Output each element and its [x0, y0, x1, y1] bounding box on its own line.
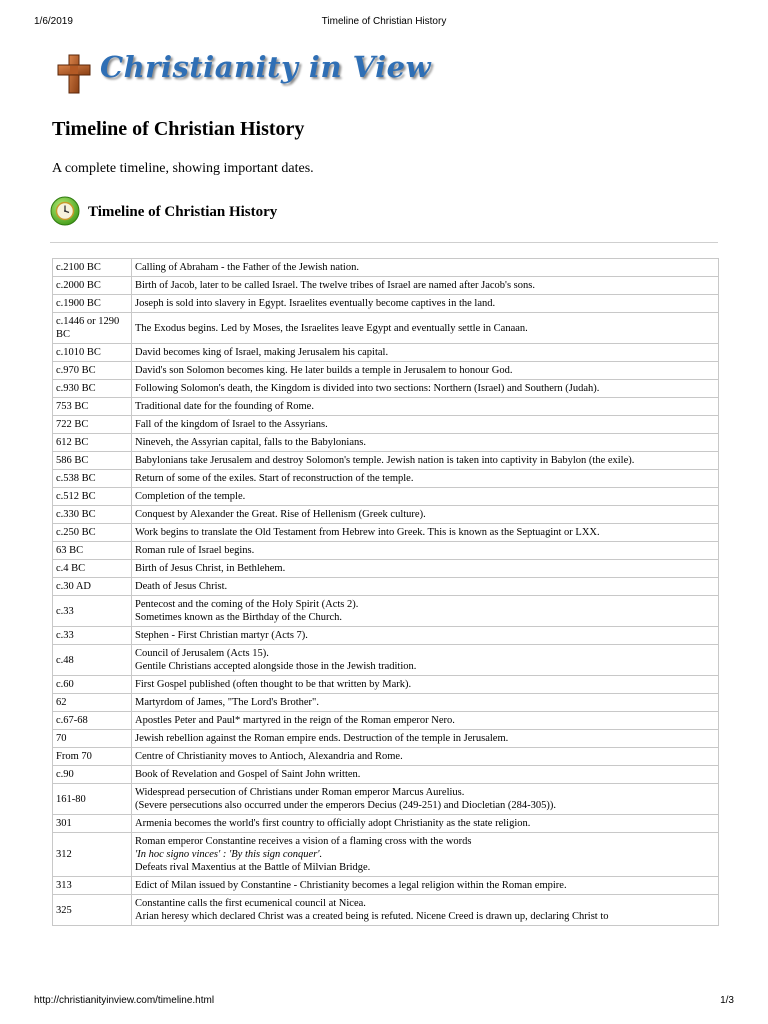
timeline-date: 301 [53, 815, 132, 833]
timeline-row [53, 730, 719, 748]
timeline-row [53, 542, 719, 560]
timeline-event-line: The Exodus begins. Led by Moses, the Israelites leave Egypt and eventually settle in Canaan. [135, 322, 528, 334]
timeline-event [132, 434, 719, 452]
timeline-row [53, 398, 719, 416]
timeline-event-line: (Severe persecutions also occurred under the emperors Decius (249-251) and Diocletian (284-305)). [135, 800, 557, 811]
timeline-row [53, 560, 719, 578]
timeline-event [132, 560, 719, 578]
timeline-row [53, 766, 719, 784]
timeline-event-line: Return of some of the exiles. Start of reconstruction of the temple. [135, 473, 414, 484]
timeline-event-line: Following Solomon's death, the Kingdom is divided into two sections: Northern (Israel) and Southern (Judah). [135, 383, 600, 394]
timeline-event [132, 596, 719, 627]
timeline-row [53, 524, 719, 542]
timeline-event-line: Pentecost and the coming of the Holy Spirit (Acts 2). [135, 599, 359, 610]
timeline-event-line: Birth of Jesus Christ, in Bethlehem. [135, 563, 286, 574]
timeline-row [53, 596, 719, 627]
timeline-event-line: Completion of the temple. [135, 491, 246, 502]
clock-icon [50, 196, 80, 226]
timeline-row [53, 295, 719, 313]
timeline-event [132, 815, 719, 833]
timeline-row [53, 380, 719, 398]
timeline-event-line: Joseph is sold into slavery in Egypt. Israelites eventually become captives in the land. [135, 298, 496, 309]
timeline-row [53, 833, 719, 877]
timeline-date: 63 BC [53, 542, 132, 560]
timeline-row [53, 748, 719, 766]
timeline-row [53, 578, 719, 596]
timeline-date: c.48 [53, 645, 132, 676]
timeline-date: 325 [53, 895, 132, 926]
timeline-event [132, 730, 719, 748]
timeline-event [132, 712, 719, 730]
timeline-date: c.60 [53, 676, 132, 694]
timeline-date: c.2000 BC [53, 277, 132, 295]
timeline-event-line: Widespread persecution of Christians under Roman emperor Marcus Aurelius. [135, 787, 465, 798]
timeline-date: c.330 BC [53, 506, 132, 524]
timeline-date: 312 [53, 833, 132, 877]
timeline-event [132, 694, 719, 712]
timeline-row [53, 434, 719, 452]
timeline-date: 753 BC [53, 398, 132, 416]
timeline-event [132, 524, 719, 542]
timeline-event-line: Defeats rival Maxentius at the Battle of Milvian Bridge. [135, 862, 371, 873]
page-subtitle: A complete timeline, showing important dates. [52, 161, 314, 176]
timeline-row [53, 712, 719, 730]
timeline-event [132, 452, 719, 470]
timeline-event [132, 833, 719, 877]
timeline-row [53, 452, 719, 470]
timeline-row [53, 416, 719, 434]
timeline-date: c.67-68 [53, 712, 132, 730]
timeline-event [132, 277, 719, 295]
timeline-event-line: Work begins to translate the Old Testament from Hebrew into Greek. This is known as the Septuagint or LXX. [135, 527, 600, 538]
timeline-row [53, 645, 719, 676]
timeline-event [132, 766, 719, 784]
timeline-row [53, 259, 719, 277]
timeline-event-line: David becomes king of Israel, making Jerusalem his capital. [135, 347, 389, 358]
timeline-event [132, 784, 719, 815]
timeline-date: c.1446 or 1290 BC [53, 313, 132, 344]
timeline-event [132, 362, 719, 380]
print-title: Timeline of Christian History [321, 16, 447, 27]
timeline-event [132, 542, 719, 560]
timeline-event [132, 627, 719, 645]
timeline-event-line: Conquest by Alexander the Great. Rise of Hellenism (Greek culture). [135, 509, 426, 520]
logo-text: Christianity in View [100, 50, 432, 84]
timeline-event-line: 'In hoc signo vinces' : 'By this sign conquer'. [135, 849, 323, 860]
timeline-event [132, 488, 719, 506]
timeline-event-line: Roman rule of Israel begins. [135, 545, 255, 556]
timeline-event [132, 470, 719, 488]
timeline-date: c.1010 BC [53, 344, 132, 362]
timeline-event-line: Jewish rebellion against the Roman empire ends. Destruction of the temple in Jerusalem. [135, 733, 509, 744]
print-url: http://christianityinview.com/timeline.html [34, 995, 215, 1006]
timeline-event-line: Calling of Abraham - the Father of the Jewish nation. [135, 262, 359, 273]
timeline-event [132, 506, 719, 524]
timeline-row [53, 362, 719, 380]
print-date: 1/6/2019 [34, 16, 73, 27]
timeline-event [132, 380, 719, 398]
timeline-event-line: Martyrdom of James, "The Lord's Brother". [135, 697, 319, 708]
timeline-row [53, 277, 719, 295]
timeline-event-line: First Gospel published (often thought to be that written by Mark). [135, 679, 412, 690]
timeline-date: c.4 BC [53, 560, 132, 578]
timeline-event [132, 416, 719, 434]
timeline-event-line: Arian heresy which declared Christ was a created being is refuted. Nicene Creed is drawn up, declaring Christ to [135, 911, 609, 922]
timeline-date: 612 BC [53, 434, 132, 452]
section-divider [50, 242, 718, 243]
timeline-event-line: Apostles Peter and Paul* martyred in the reign of the Roman emperor Nero. [135, 715, 455, 726]
timeline-row [53, 627, 719, 645]
timeline-date: c.970 BC [53, 362, 132, 380]
cross-icon [56, 54, 92, 94]
timeline-row [53, 815, 719, 833]
timeline-event-line: Nineveh, the Assyrian capital, falls to the Babylonians. [135, 437, 366, 448]
timeline-row [53, 895, 719, 926]
timeline-row [53, 694, 719, 712]
timeline-event-line: Babylonians take Jerusalem and destroy Solomon's temple. Jewish nation is taken into captivity in Babylon (the exile). [135, 455, 635, 466]
timeline-event [132, 344, 719, 362]
timeline-date: 62 [53, 694, 132, 712]
timeline-event [132, 748, 719, 766]
timeline-event-line: Roman emperor Constantine receives a vision of a flaming cross with the words [135, 836, 472, 847]
timeline-event-line: Fall of the kingdom of Israel to the Assyrians. [135, 419, 328, 430]
timeline-event [132, 398, 719, 416]
timeline-event-line: Death of Jesus Christ. [135, 581, 228, 592]
timeline-date: 70 [53, 730, 132, 748]
timeline-date: c.250 BC [53, 524, 132, 542]
timeline-row [53, 676, 719, 694]
timeline-event [132, 578, 719, 596]
timeline-event-line: Traditional date for the founding of Rome. [135, 401, 314, 412]
timeline-event-line: Armenia becomes the world's first country to officially adopt Christianity as the state religion. [135, 818, 531, 829]
timeline-date: 313 [53, 877, 132, 895]
timeline-date: c.90 [53, 766, 132, 784]
timeline-event-line: David's son Solomon becomes king. He later builds a temple in Jerusalem to honour God. [135, 365, 513, 376]
timeline-date: 161-80 [53, 784, 132, 815]
timeline-date: c.2100 BC [53, 259, 132, 277]
timeline-date: c.33 [53, 627, 132, 645]
timeline-date: c.538 BC [53, 470, 132, 488]
timeline-date: c.930 BC [53, 380, 132, 398]
timeline-date: c.30 AD [53, 578, 132, 596]
timeline-row [53, 506, 719, 524]
timeline-row [53, 344, 719, 362]
timeline-date: c.1900 BC [53, 295, 132, 313]
timeline-event [132, 877, 719, 895]
timeline-row [53, 877, 719, 895]
timeline-event [132, 895, 719, 926]
timeline-date: c.33 [53, 596, 132, 627]
timeline-event-line: Birth of Jacob, later to be called Israel. The twelve tribes of Israel are named after Jacob's sons. [135, 280, 535, 291]
timeline-event [132, 313, 719, 344]
page-title: Timeline of Christian History [52, 118, 305, 140]
timeline-event [132, 645, 719, 676]
timeline-event [132, 676, 719, 694]
timeline-date: From 70 [53, 748, 132, 766]
timeline-table [52, 258, 719, 926]
timeline-event-line: Constantine calls the first ecumenical council at Nicea. [135, 898, 366, 909]
timeline-date: 586 BC [53, 452, 132, 470]
timeline-event-line: Gentile Christians accepted alongside those in the Jewish tradition. [135, 661, 417, 672]
timeline-row [53, 313, 719, 344]
timeline-event-line: Centre of Christianity moves to Antioch, Alexandria and Rome. [135, 751, 403, 762]
timeline-event-line: Edict of Milan issued by Constantine - Christianity becomes a legal religion within the Roman empire. [135, 880, 567, 891]
timeline-row [53, 488, 719, 506]
section-title: Timeline of Christian History [88, 204, 278, 220]
timeline-event-line: Book of Revelation and Gospel of Saint John written. [135, 769, 361, 780]
timeline-date: 722 BC [53, 416, 132, 434]
timeline-event-line: Stephen - First Christian martyr (Acts 7). [135, 630, 308, 641]
timeline-event [132, 295, 719, 313]
timeline-date: c.512 BC [53, 488, 132, 506]
timeline-row [53, 470, 719, 488]
timeline-event-line: Council of Jerusalem (Acts 15). [135, 648, 269, 659]
page-number: 1/3 [720, 995, 734, 1006]
timeline-row [53, 784, 719, 815]
timeline-event-line: Sometimes known as the Birthday of the Church. [135, 612, 343, 623]
timeline-event [132, 259, 719, 277]
